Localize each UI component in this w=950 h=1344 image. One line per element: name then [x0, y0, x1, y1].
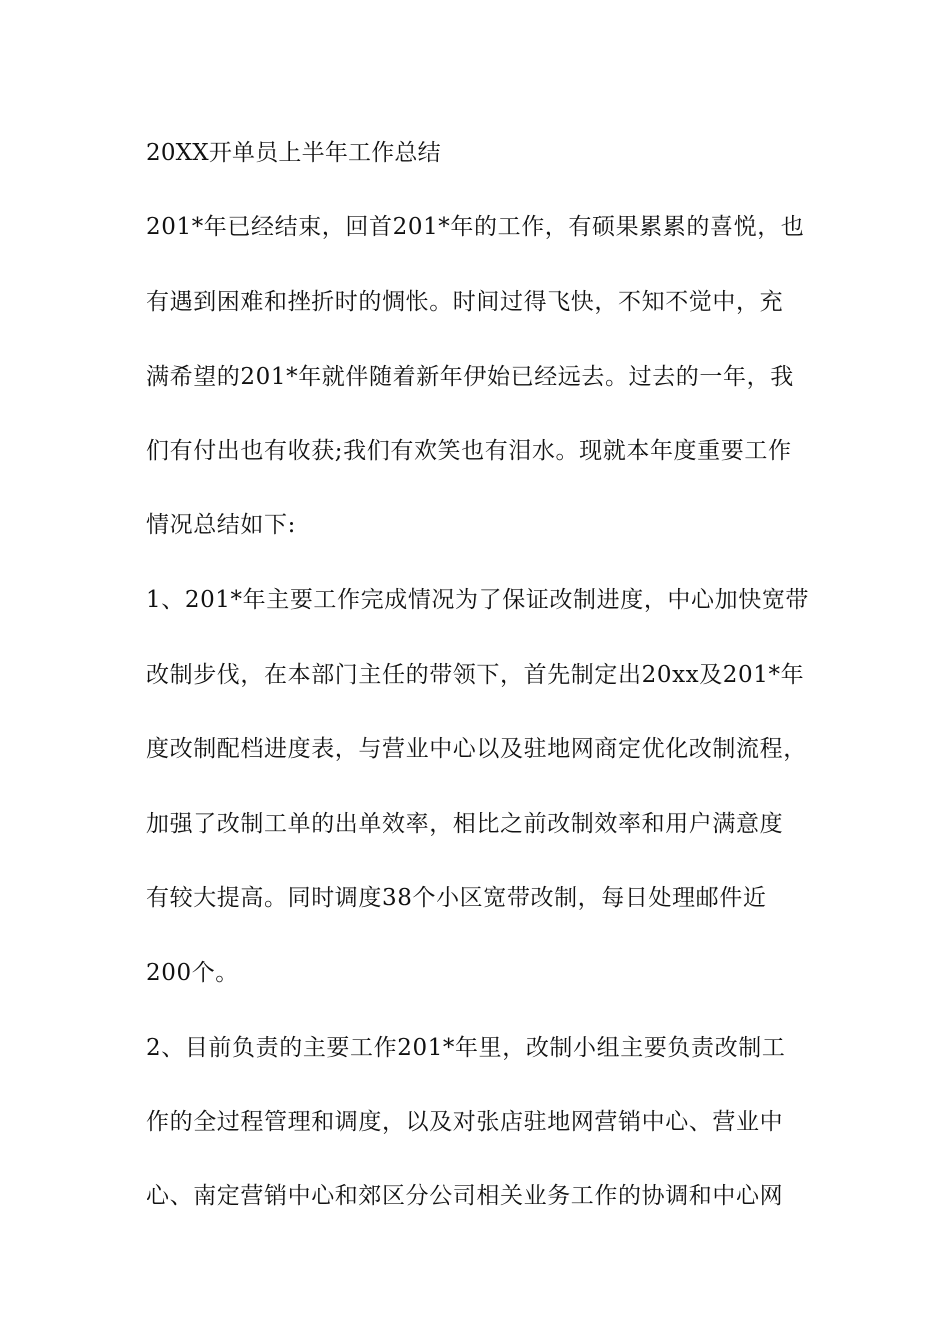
body-line-10: 有较大提高。同时调度38个小区宽带改制，每日处理邮件近 — [146, 885, 767, 911]
body-line-8: 度改制配档进度表，与营业中心以及驻地网商定优化改制流程， — [146, 736, 807, 762]
body-line-3: 满希望的201*年就伴随着新年伊始已经远去。过去的一年，我 — [146, 364, 794, 390]
body-line-12: 2、目前负责的主要工作201*年里，改制小组主要负责改制工 — [146, 1035, 786, 1061]
body-line-5: 情况总结如下: — [146, 512, 296, 538]
body-line-2: 有遇到困难和挫折时的惆怅。时间过得飞快，不知不觉中，充 — [146, 289, 784, 315]
body-line-1: 201*年已经结束，回首201*年的工作，有硕果累累的喜悦，也 — [146, 214, 805, 240]
body-line-14: 心、南定营销中心和郊区分公司相关业务工作的协调和中心网 — [146, 1183, 784, 1209]
body-line-11: 200个。 — [146, 960, 239, 986]
body-line-13: 作的全过程管理和调度，以及对张店驻地网营销中心、营业中 — [146, 1109, 784, 1135]
body-line-6: 1、201*年主要工作完成情况为了保证改制进度，中心加快宽带 — [146, 587, 810, 613]
document-title: 20XX开单员上半年工作总结 — [146, 140, 441, 166]
body-line-9: 加强了改制工单的出单效率，相比之前改制效率和用户满意度 — [146, 811, 784, 837]
body-line-4: 们有付出也有收获;我们有欢笑也有泪水。现就本年度重要工作 — [146, 438, 792, 464]
body-line-7: 改制步伐，在本部门主任的带领下，首先制定出20xx及201*年 — [146, 662, 805, 688]
